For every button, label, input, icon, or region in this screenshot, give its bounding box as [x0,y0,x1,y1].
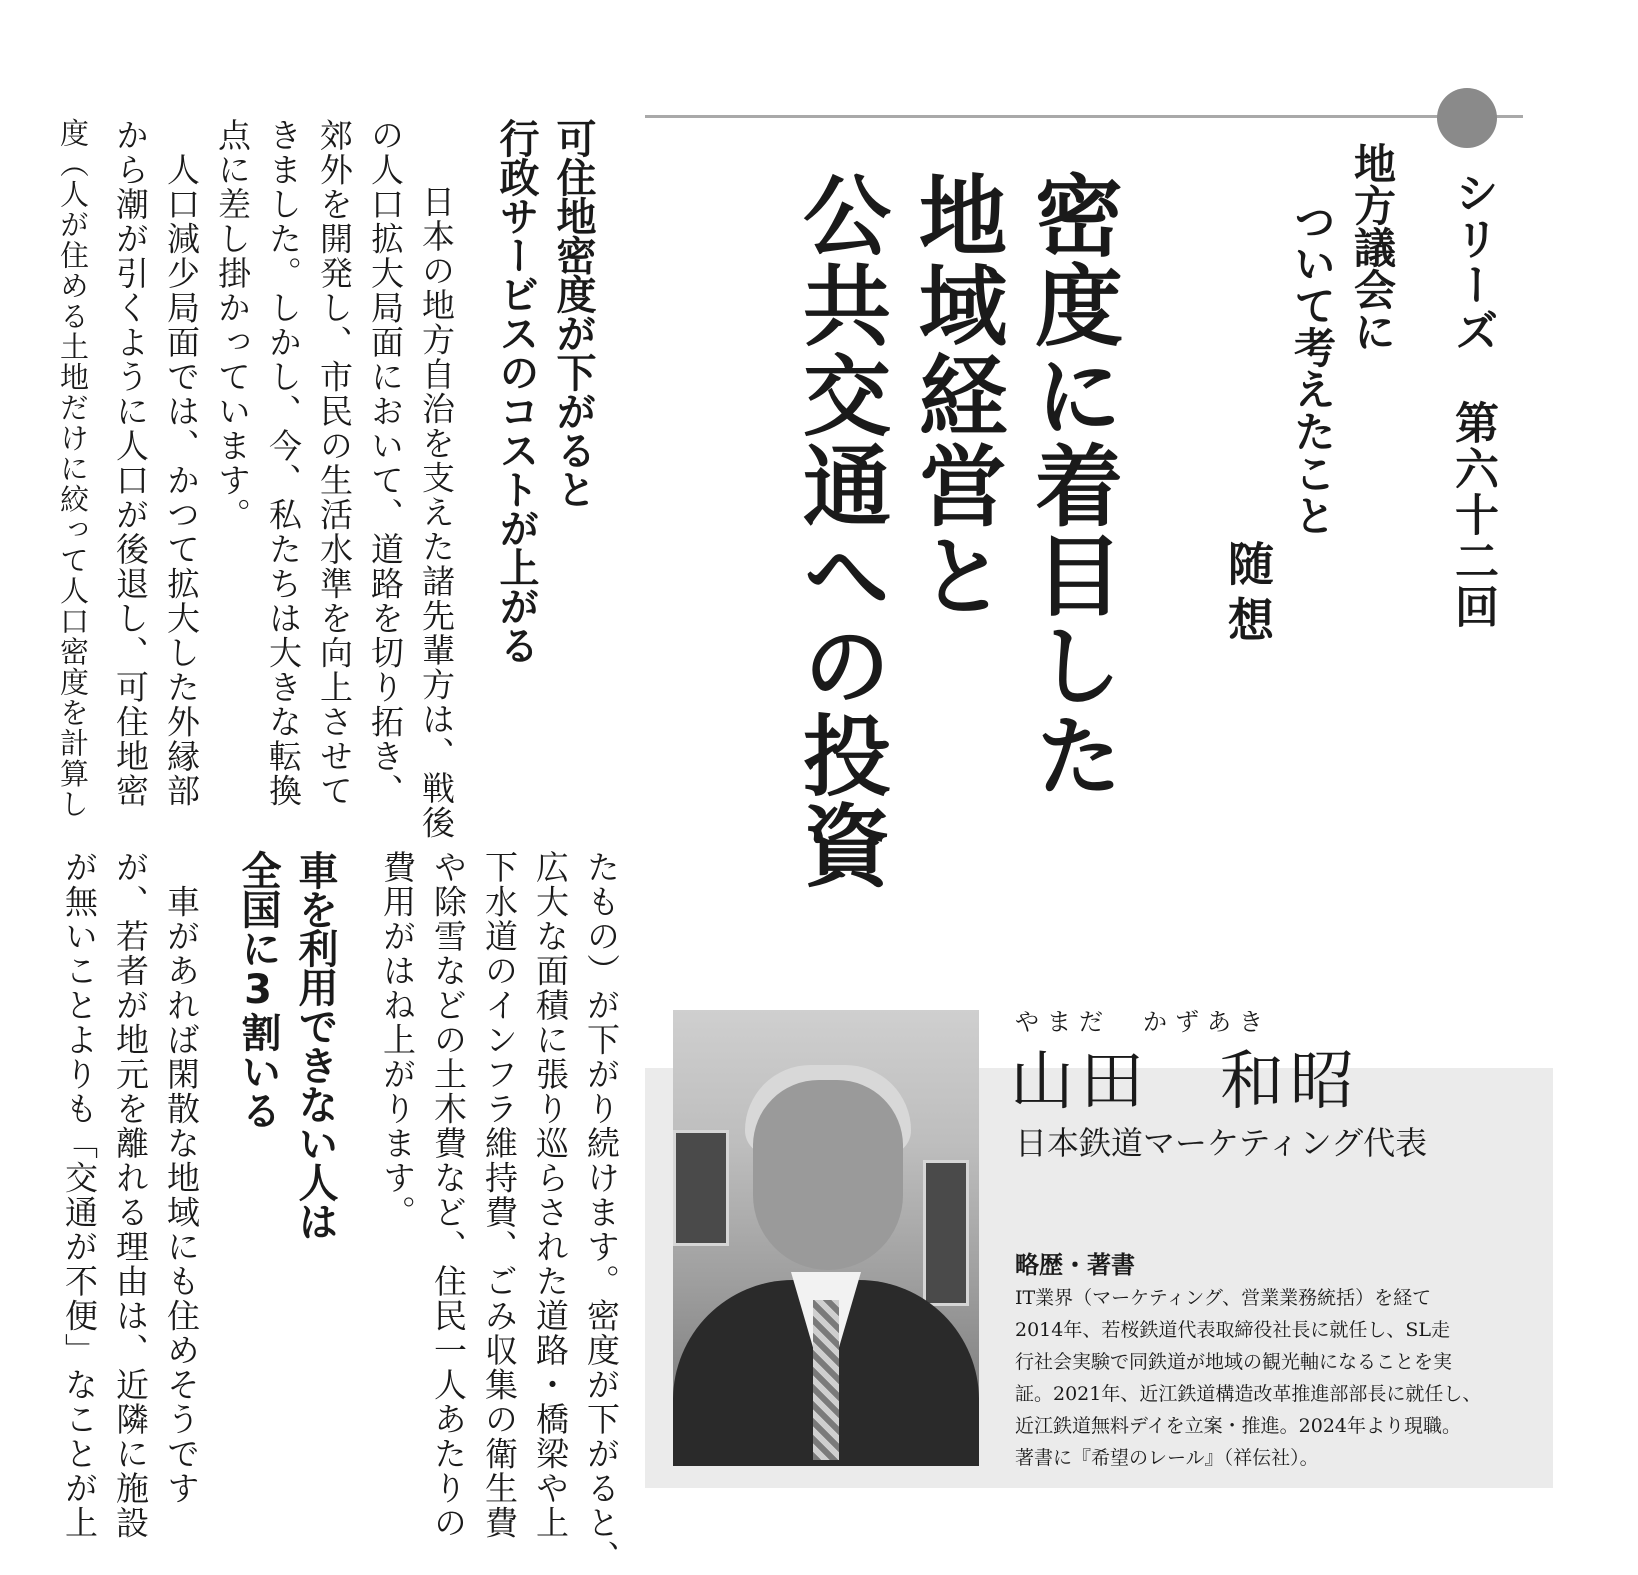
header-rule [645,115,1523,118]
body-column: 度（人が住める土地だけに絞って人口密度を計算し [56,118,90,820]
body-column: 郊外を開発し、市民の生活水準を向上させて [315,118,354,808]
bio-line: 著書に『希望のレール』（祥伝社）。 [1015,1447,1319,1469]
body-column: の人口拡大局面において、道路を切り拓き、 [366,118,405,808]
article-title-line-3: 公共交通への投資 [789,170,892,890]
column-name-line-2: ついて考えたこと [1288,200,1337,536]
bio-line: 近江鉄道無料デイを立案・推進。2024年より現職。 [1015,1415,1462,1437]
body-column: 車があれば閑散な地域にも住めそうです [162,850,201,1506]
body-column: 点に差し掛かっています。 [213,118,252,532]
subheadline-1-line-2: 行政サービスのコストが上がる [493,118,539,664]
bio-line: 行社会実験で同鉄道が地域の観光軸になることを実 [1015,1351,1453,1373]
subheadline-2-line-2: 全国に3割いる [235,850,281,1129]
bio-text [1015,1282,1535,1474]
article-title-line-2: 地域経営と [905,170,1008,620]
body-column: 日本の地方自治を支えた諸先輩方は、戦後 [417,150,456,840]
bio-line: 2014年、若桜鉄道代表取締役社長に就任し、SL走 [1015,1319,1450,1341]
article-title-line-1: 密度に着目した [1021,170,1124,800]
body-column: が、若者が地元を離れる理由は、近隣に施設 [111,850,150,1540]
author-name: 山田 和昭 [1010,1045,1360,1119]
bio-heading: 略歴・著書 [1015,1251,1135,1279]
body-column: 費用がはね上がります。 [378,850,417,1230]
series-label: シリーズ 第六十二回 [1447,170,1498,630]
subheadline-1-line-1: 可住地密度が下がると [550,118,596,508]
column-genre: 随想 [1221,540,1275,652]
bio-line: 証。2021年、近江鉄道構造改革推進部部長に就任し、 [1015,1383,1482,1405]
author-role: 日本鉄道マーケティング代表 [1015,1124,1428,1162]
body-column: 広大な面積に張り巡らされた道路・橋梁や上 [531,850,570,1540]
body-column: たもの）が下がり続けます。密度が下がると、 [582,850,621,1575]
bio-line: IT業界（マーケティング、営業業務統括）を経て [1015,1287,1432,1309]
column-name-line-1: 地方議会に [1348,142,1397,352]
subheadline-2-line-1: 車を利用できない人は [292,850,338,1240]
body-column: 下水道のインフラ維持費、ごみ収集の衛生費 [480,850,519,1540]
author-photo [673,1010,979,1466]
body-column: や除雪などの土木費など、住民一人あたりの [429,850,468,1540]
author-furigana: やまだ かずあき [1015,1008,1271,1036]
header-dot [1437,88,1497,148]
body-column: 人口減少局面では、かつて拡大した外縁部 [162,118,201,808]
body-column: が無いことよりも「交通が不便」なことが上 [60,850,99,1540]
body-column: きました。しかし、今、私たちは大きな転換 [264,118,303,808]
body-column: から潮が引くように人口が後退し、可住地密 [111,118,150,808]
